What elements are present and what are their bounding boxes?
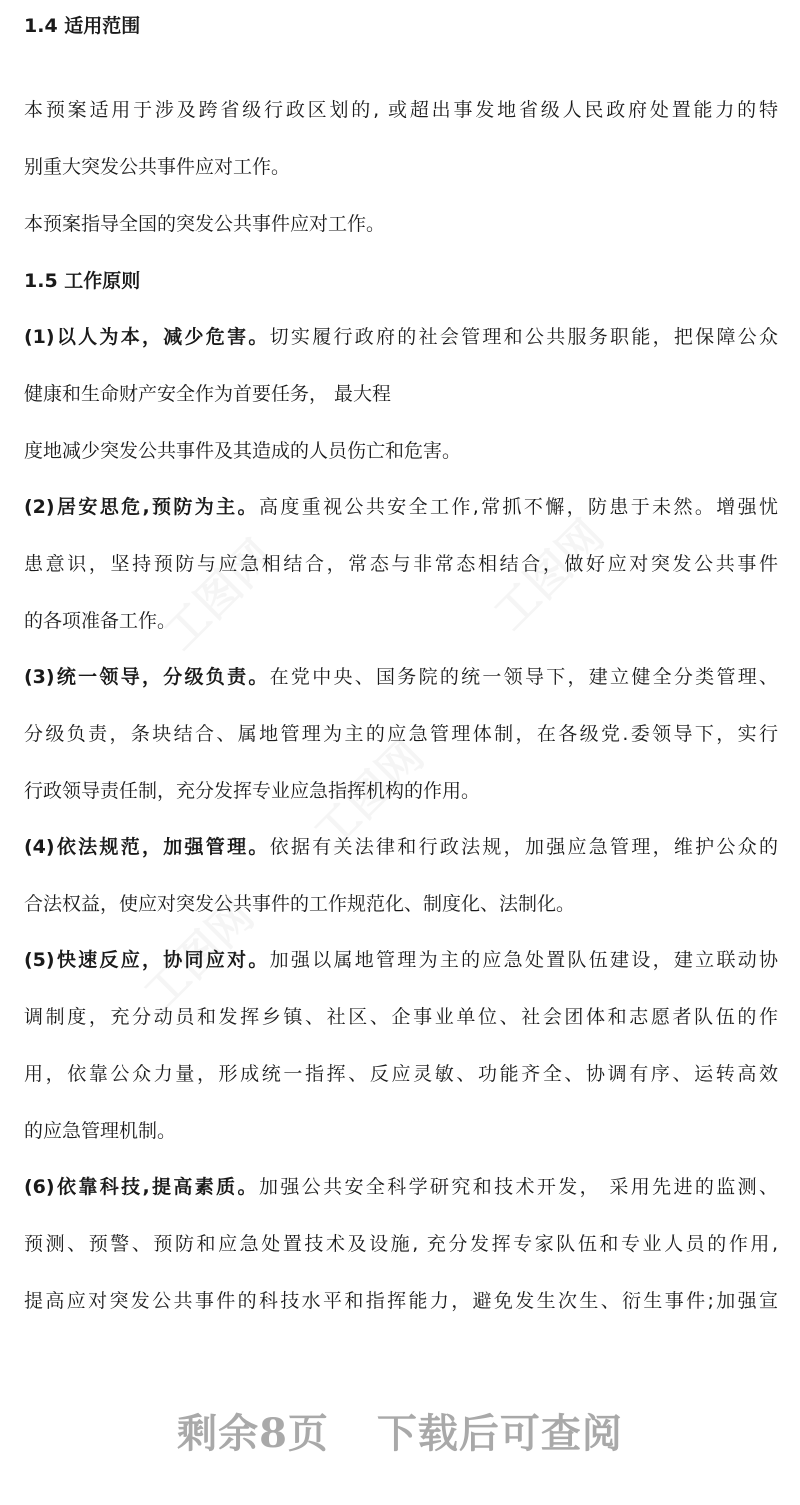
principle-1-first-line [24,323,778,351]
remaining-pages-banner[interactable] [0,1402,800,1459]
paragraph-line: 提高应对突发公共事件的科技水平和指挥能力，避免发生次生、衍生事件;加强宣 [24,1290,778,1312]
principle-2-first-line [24,493,778,521]
principle-text: 高度重视公共安全工作,常抓不懈，防患于未然。增强忧 [258,496,778,518]
principle-text: 加强以属地管理为主的应急处置队伍建设，建立联动协 [269,949,778,971]
paragraph-line: 度地减少突发公共事件及其造成的人员伤亡和危害。 [24,440,462,462]
paragraph-line: 合法权益，使应对突发公共事件的工作规范化、制度化、法制化。 [24,893,576,915]
principle-lead: (6)依靠科技,提高素质。 [24,1176,259,1198]
watermark [147,523,286,662]
paragraph-line: 健康和生命财产安全作为首要任务， 最大程 [24,383,392,405]
principle-text: 切实履行政府的社会管理和公共服务职能，把保障公众 [269,326,778,348]
paragraph-line: 用，依靠公众力量，形成统一指挥、反应灵敏、功能齐全、协调有序、运转高效 [24,1063,778,1085]
principle-5-first-line [24,946,778,974]
principle-text: 加强公共安全科学研究和技术开发， 采用先进的监测、 [258,1176,778,1198]
paragraph-line: 的各项准备工作。 [24,610,177,632]
section-heading-1-4: 1.4 适用范围 [24,15,141,37]
paragraph-line: 患意识，坚持预防与应急相结合，常态与非常态相结合，做好应对突发公共事件 [24,553,778,575]
principle-lead: (1)以人为本，减少危害。 [24,326,270,348]
remaining-pages-label: 剩余8页 [177,1410,329,1457]
principle-3-first-line [24,663,778,691]
paragraph-line: 的应急管理机制。 [24,1120,177,1142]
principle-lead: (5)快速反应，协同应对。 [24,949,270,971]
paragraph-line: 本预案适用于涉及跨省级行政区划的, 或超出事发地省级人民政府处置能力的特 [24,99,778,121]
principle-lead: (3)统一领导，分级负责。 [24,666,270,688]
paragraph-line: 调制度，充分动员和发挥乡镇、社区、企事业单位、社会团体和志愿者队伍的作 [24,1006,778,1028]
principle-6-first-line [24,1173,778,1201]
section-heading-1-5: 1.5 工作原则 [24,270,141,292]
download-to-view-label[interactable]: 下载后可查阅 [376,1410,623,1457]
principle-text: 依据有关法律和行政法规，加强应急管理，维护公众的 [269,836,778,858]
paragraph-line: 别重大突发公共事件应对工作。 [24,156,291,178]
paragraph-line: 分级负责，条块结合、属地管理为主的应急管理体制，在各级党.委领导下，实行 [24,723,778,745]
principle-lead: (2)居安思危,预防为主。 [24,496,259,518]
principle-4-first-line [24,833,778,861]
principle-lead: (4)依法规范，加强管理。 [24,836,270,858]
paragraph-line: 预测、预警、预防和应急处置技术及设施, 充分发挥专家队伍和专业人员的作用, [24,1233,778,1255]
principle-text: 在党中央、国务院的统一领导下，建立健全分类管理、 [269,666,778,688]
paragraph-line: 本预案指导全国的突发公共事件应对工作。 [24,213,386,235]
paragraph-line: 行政领导责任制，充分发挥专业应急指挥机构的作用。 [24,780,481,802]
